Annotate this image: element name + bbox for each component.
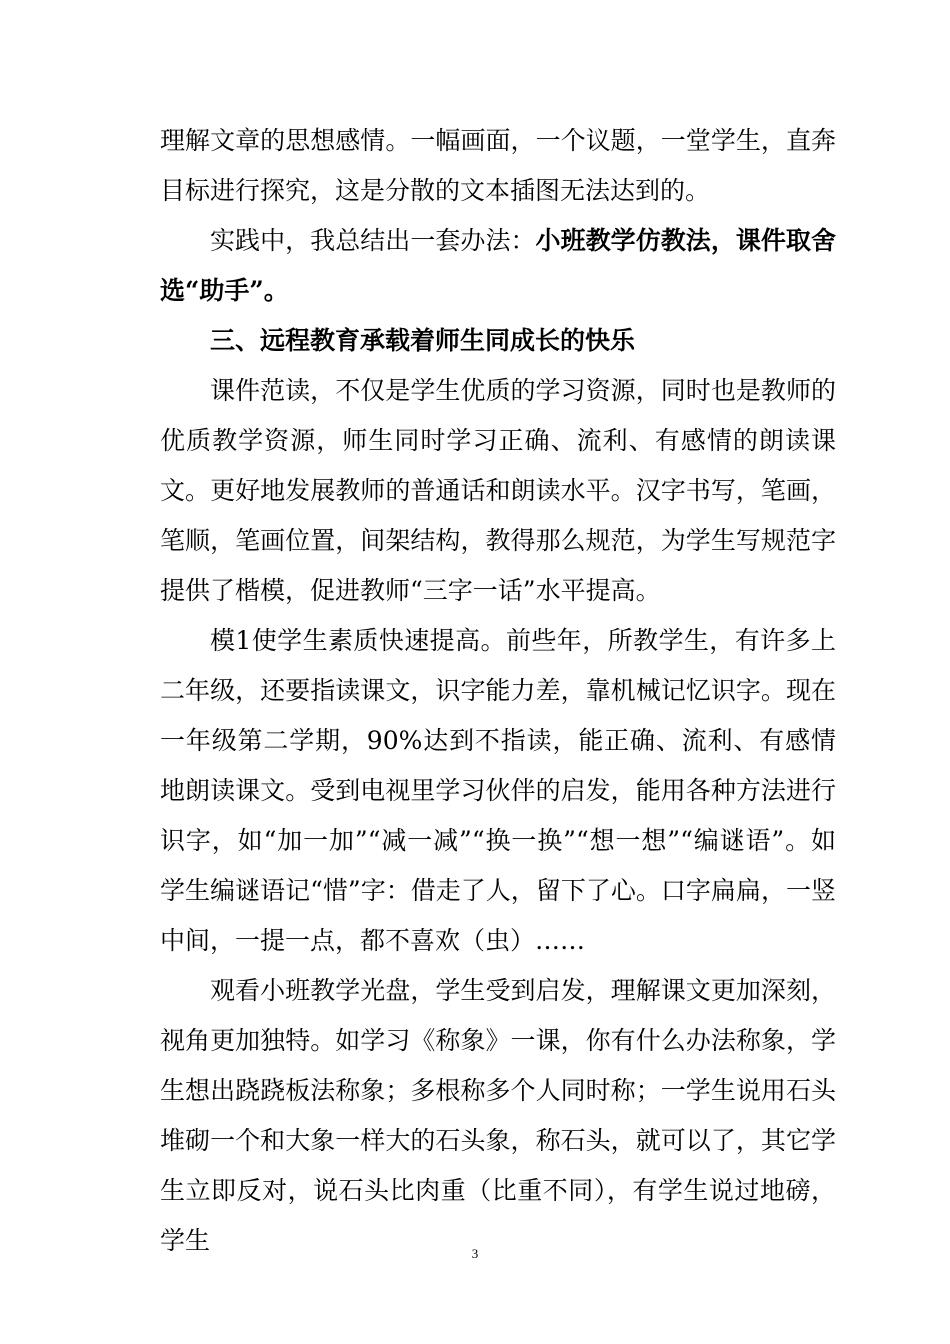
paragraph-1: 理解文章的思想感情。一幅画面，一个议题，一堂学生，直奔目标进行探究，这是分散的文本插图无法达到的。 (160, 126, 836, 205)
paragraph-2-lead: 实践中，我总结出一套办法： (210, 226, 536, 255)
paragraph-3: 课件范读，不仅是学生优质的学习资源，同时也是教师的优质教学资源，师生同时学习正确、流利、有感情的朗读课文。更好地发展教师的普通话和朗读水平。汉字书写，笔画，笔顺，笔画位置，间架结构，教得那么规范，为学生写规范字提供了楷模，促进教师“三字一话”水平提高。 (160, 376, 836, 605)
paragraph-5: 观看小班教学光盘，学生受到启发，理解课文更加深刻，视角更加独特。如学习《称象》一课，你有什么办法称象，学生想出跷跷板法称象；多根称多个人同时称；一学生说用石头堆砌一个和大象一样大的石头象，称石头，就可以了，其它学生立即反对，说石头比肉重（比重不同），有学生说过地磅，学生 (160, 976, 836, 1255)
paragraph-2-bold: 小班教学仿教法，课件取舍选“助手”。 (160, 226, 836, 305)
body-text (160, 116, 836, 1266)
paragraph-4: 模1使学生素质快速提高。前些年，所教学生，有许多上二年级，还要指读课文，识字能力差，靠机械记忆识字。现在一年级第二学期，90%达到不指读，能正确、流利、有感情地朗读课文。受到电视里学习伙伴的启发，能用各种方法进行识字，如“加一加”“减一减”“换一换”“想一想”“编谜语”。如学生编谜语记“惜”字：借走了人，留下了心。口字扁扁，一竖中间，一提一点，都不喜欢（虫）…… (160, 626, 836, 955)
page-number: 3 (471, 1246, 479, 1261)
paragraph-2 (160, 216, 836, 316)
section-heading-3: 三、远程教育承载着师生同成长的快乐 (210, 326, 636, 355)
